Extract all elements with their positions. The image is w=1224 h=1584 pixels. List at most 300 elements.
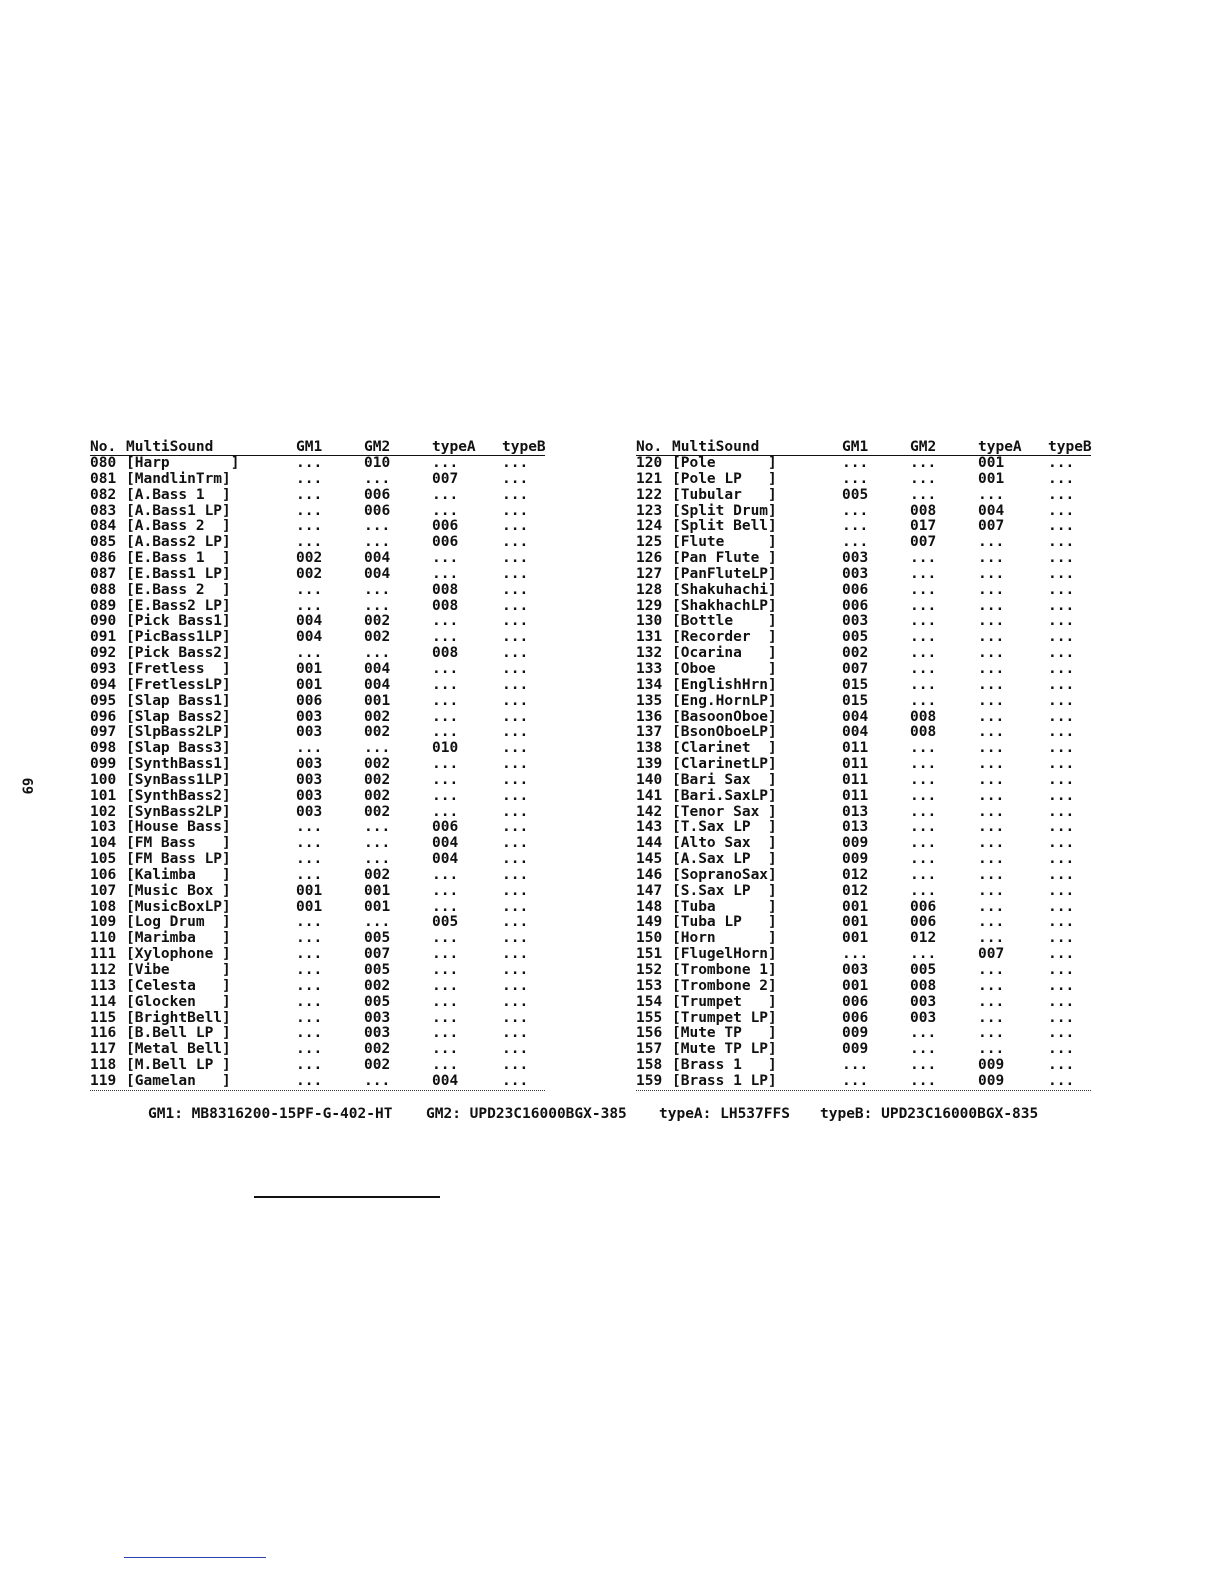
header-no: No. [636,439,663,455]
table-row [90,456,545,472]
cell-multisound: [FM Bass ] [126,835,231,852]
cell-typea: ... [978,756,1005,773]
cell-gm2: 003 [910,1009,937,1026]
cell-multisound: [Gamelan ] [126,1072,231,1089]
cell-multisound: [E.Bass2 LP] [126,597,231,614]
cell-gm2: 002 [364,724,391,741]
cell-no: 148 [636,898,663,915]
cell-multisound: [Pole LP ] [672,470,777,487]
cell-typeb: ... [502,486,529,503]
cell-typea: ... [432,898,459,915]
cell-gm2: 005 [364,930,391,947]
footnote-typeb: typeB: UPD23C16000BGX-835 [820,1106,1039,1122]
cell-typeb: ... [502,470,529,487]
cell-gm2: 003 [910,993,937,1010]
cell-typea: ... [978,835,1005,852]
cell-multisound: [SynBass1LP] [126,771,231,788]
cell-gm2: ... [910,660,937,677]
table-header [90,440,545,456]
cell-gm1: 003 [296,756,323,773]
cell-typea: ... [432,803,459,820]
cell-multisound: [T.Sax LP ] [672,819,777,836]
cell-gm2: ... [364,581,391,598]
cell-typea: ... [432,787,459,804]
cell-typeb: ... [1048,993,1075,1010]
cell-typeb: ... [502,851,529,868]
cell-gm1: ... [842,518,869,535]
table-row [90,694,545,710]
cell-typea: ... [432,866,459,883]
table-row [636,868,1091,884]
cell-multisound: [BrightBell] [126,1009,231,1026]
cell-multisound: [SynBass2LP] [126,803,231,820]
cell-gm1: 003 [842,565,869,582]
cell-gm2: 004 [364,660,391,677]
cell-typeb: ... [502,1025,529,1042]
cell-typea: ... [432,1025,459,1042]
cell-no: 087 [90,565,117,582]
cell-gm2: ... [364,518,391,535]
table-row [90,979,545,995]
cell-no: 139 [636,756,663,773]
table-row [636,836,1091,852]
table-row [90,1074,545,1091]
table-row [90,931,545,947]
cell-gm2: 008 [910,724,937,741]
cell-no: 102 [90,803,117,820]
cell-multisound: [EnglishHrn] [672,676,777,693]
cell-multisound: [SynthBass2] [126,787,231,804]
table-row [636,995,1091,1011]
table-row [90,963,545,979]
cell-gm2: 002 [364,803,391,820]
cell-gm1: ... [296,645,323,662]
cell-typeb: ... [1048,502,1075,519]
cell-gm2: 002 [364,708,391,725]
cell-gm1: ... [842,470,869,487]
cell-multisound: [Slap Bass3] [126,740,231,757]
table-row [90,519,545,535]
cell-gm1: 002 [296,550,323,567]
cell-multisound: [Clarinet ] [672,740,777,757]
right-multisound-table [636,440,1091,1091]
cell-typeb: ... [502,565,529,582]
cell-gm2: 010 [364,455,391,471]
cell-gm1: 001 [842,898,869,915]
cell-multisound: [FretlessLP] [126,676,231,693]
table-row [636,456,1091,472]
table-row [90,551,545,567]
cell-multisound: [Trumpet LP] [672,1009,777,1026]
cell-gm2: ... [910,851,937,868]
table-row [90,472,545,488]
cell-typeb: ... [502,914,529,931]
cell-gm1: ... [296,946,323,963]
cell-typea: 006 [432,534,459,551]
table-row [90,773,545,789]
cell-no: 085 [90,534,117,551]
cell-gm1: 005 [842,629,869,646]
cell-no: 145 [636,851,663,868]
cell-no: 134 [636,676,663,693]
cell-gm1: 006 [842,597,869,614]
cell-gm1: ... [842,534,869,551]
table-row [90,915,545,931]
table-row [90,852,545,868]
table-row [636,488,1091,504]
cell-no: 146 [636,866,663,883]
table-row [90,567,545,583]
cell-no: 143 [636,819,663,836]
cell-gm1: ... [296,930,323,947]
header-gm2: GM2 [910,439,937,455]
cell-gm1: ... [842,502,869,519]
table-row [636,694,1091,710]
cell-typea: 008 [432,645,459,662]
cell-typeb: ... [1048,676,1075,693]
cell-gm1: ... [296,1025,323,1042]
cell-typeb: ... [1048,756,1075,773]
table-row [636,567,1091,583]
cell-typea: ... [432,962,459,978]
table-row [90,820,545,836]
cell-typeb: ... [1048,692,1075,709]
cell-gm2: ... [910,645,937,662]
cell-gm1: 012 [842,866,869,883]
cell-typea: 006 [432,819,459,836]
cell-multisound: [E.Bass 1 ] [126,550,231,567]
cell-typeb: ... [502,866,529,883]
cell-typeb: ... [1048,787,1075,804]
cell-no: 115 [90,1009,117,1026]
cell-gm1: 003 [842,613,869,630]
header-multisound: MultiSound [672,439,760,455]
cell-gm2: ... [910,613,937,630]
bottom-rule [124,1557,266,1558]
cell-gm1: 009 [842,1041,869,1058]
cell-gm1: 001 [842,914,869,931]
cell-no: 158 [636,1057,663,1074]
cell-gm1: ... [296,962,323,978]
cell-typea: ... [432,486,459,503]
cell-typeb: ... [1048,914,1075,931]
cell-multisound: [Alto Sax ] [672,835,777,852]
cell-gm1: 001 [296,898,323,915]
cell-gm1: ... [296,581,323,598]
cell-no: 088 [90,581,117,598]
cell-typea: 001 [978,455,1005,471]
table-row [90,583,545,599]
cell-typeb: ... [502,676,529,693]
cell-typea: ... [978,1025,1005,1042]
cell-no: 120 [636,455,663,471]
cell-gm2: ... [910,946,937,963]
cell-typea: 007 [432,470,459,487]
cell-gm1: 002 [296,565,323,582]
cell-typeb: ... [502,629,529,646]
cell-typeb: ... [1048,660,1075,677]
cell-typea: ... [432,882,459,899]
cell-gm1: ... [296,819,323,836]
table-row [90,710,545,726]
cell-no: 086 [90,550,117,567]
cell-gm2: 003 [364,1009,391,1026]
cell-typeb: ... [502,946,529,963]
cell-typeb: ... [502,518,529,535]
cell-multisound: [FlugelHorn] [672,946,777,963]
right-table-body [636,456,1091,1091]
cell-gm1: ... [296,866,323,883]
cell-multisound: [Music Box ] [126,882,231,899]
table-row [636,757,1091,773]
table-row [636,741,1091,757]
cell-typeb: ... [1048,835,1075,852]
cell-gm2: 005 [364,962,391,978]
cell-multisound: [Log Drum ] [126,914,231,931]
cell-gm2: ... [910,1025,937,1042]
cell-typeb: ... [502,597,529,614]
table-row [636,915,1091,931]
cell-multisound: [Brass 1 LP] [672,1072,777,1089]
table-row [636,947,1091,963]
cell-multisound: [Split Drum] [672,502,777,519]
cell-multisound: [House Bass] [126,819,231,836]
cell-gm2: 002 [364,866,391,883]
cell-gm1: ... [296,993,323,1010]
cell-typeb: ... [502,613,529,630]
cell-typea: ... [432,993,459,1010]
header-gm1: GM1 [842,439,869,455]
cell-multisound: [Mute TP LP] [672,1041,777,1058]
cell-multisound: [Slap Bass2] [126,708,231,725]
cell-typea: ... [978,1041,1005,1058]
cell-multisound: [B.Bell LP ] [126,1025,231,1042]
cell-multisound: [Metal Bell] [126,1041,231,1058]
cell-gm2: ... [910,756,937,773]
cell-gm1: 004 [842,724,869,741]
header-gm1: GM1 [296,439,323,455]
cell-multisound: [E.Bass 2 ] [126,581,231,598]
cell-typeb: ... [1048,803,1075,820]
header-typeb: typeB [1048,439,1092,455]
cell-multisound: [Horn ] [672,930,777,947]
cell-typea: ... [978,803,1005,820]
cell-no: 106 [90,866,117,883]
table-row [90,630,545,646]
cell-no: 109 [90,914,117,931]
cell-gm1: 005 [842,486,869,503]
cell-gm1: ... [842,1072,869,1089]
cell-multisound: [Recorder ] [672,629,777,646]
cell-gm2: 008 [910,977,937,994]
cell-no: 080 [90,455,117,471]
cell-no: 127 [636,565,663,582]
cell-no: 142 [636,803,663,820]
table-header [636,440,1091,456]
cell-typeb: ... [1048,866,1075,883]
cell-gm2: 004 [364,676,391,693]
cell-gm1: ... [296,1009,323,1026]
cell-multisound: [Bottle ] [672,613,777,630]
cell-gm1: 009 [842,1025,869,1042]
cell-typeb: ... [502,740,529,757]
cell-no: 126 [636,550,663,567]
cell-gm2: ... [910,565,937,582]
header-no: No. [90,439,117,455]
cell-typeb: ... [502,803,529,820]
cell-typeb: ... [1048,518,1075,535]
cell-no: 132 [636,645,663,662]
cell-typea: ... [978,1009,1005,1026]
cell-gm2: 001 [364,692,391,709]
cell-multisound: [A.Bass 2 ] [126,518,231,535]
cell-typeb: ... [1048,565,1075,582]
cell-typeb: ... [1048,740,1075,757]
cell-typeb: ... [1048,946,1075,963]
cell-no: 123 [636,502,663,519]
cell-typeb: ... [1048,1025,1075,1042]
cell-typeb: ... [502,550,529,567]
cell-typea: ... [978,914,1005,931]
cell-gm1: 004 [842,708,869,725]
cell-gm1: 001 [842,977,869,994]
cell-typea: ... [978,771,1005,788]
cell-gm2: 002 [364,977,391,994]
cell-typeb: ... [1048,771,1075,788]
cell-typeb: ... [502,898,529,915]
cell-no: 098 [90,740,117,757]
cell-typea: 007 [978,946,1005,963]
cell-gm1: 001 [842,930,869,947]
cell-typea: ... [432,1009,459,1026]
cell-typea: ... [978,724,1005,741]
cell-no: 118 [90,1057,117,1074]
cell-gm2: ... [910,550,937,567]
cell-no: 159 [636,1072,663,1089]
cell-multisound: [A.Bass1 LP] [126,502,231,519]
cell-no: 090 [90,613,117,630]
cell-multisound: [Eng.HornLP] [672,692,777,709]
table-row [636,472,1091,488]
cell-typeb: ... [1048,962,1075,978]
cell-typeb: ... [502,455,529,471]
table-row [636,630,1091,646]
header-typea: typeA [978,439,1022,455]
cell-no: 108 [90,898,117,915]
cell-no: 082 [90,486,117,503]
cell-typeb: ... [502,724,529,741]
cell-gm1: 011 [842,787,869,804]
cell-gm2: 003 [364,1025,391,1042]
cell-typeb: ... [502,787,529,804]
cell-multisound: [SlpBass2LP] [126,724,231,741]
table-row [636,504,1091,520]
cell-gm1: ... [842,1057,869,1074]
cell-gm2: 005 [910,962,937,978]
cell-typeb: ... [1048,470,1075,487]
cell-typea: ... [432,930,459,947]
cell-gm2: ... [364,597,391,614]
cell-multisound: [Split Bell] [672,518,777,535]
table-row [90,678,545,694]
page-number: 69 [18,777,35,795]
cell-gm1: ... [296,470,323,487]
cell-no: 136 [636,708,663,725]
cell-typea: ... [978,708,1005,725]
cell-gm2: ... [364,914,391,931]
cell-multisound: [Fretless ] [126,660,231,677]
cell-typea: ... [432,1041,459,1058]
cell-multisound: [PicBass1LP] [126,629,231,646]
cell-multisound: [Bari.SaxLP] [672,787,777,804]
cell-gm1: 007 [842,660,869,677]
table-row [90,789,545,805]
cell-typea: 009 [978,1057,1005,1074]
table-row [636,551,1091,567]
cell-no: 121 [636,470,663,487]
cell-typeb: ... [502,645,529,662]
cell-typea: ... [978,581,1005,598]
cell-gm1: 004 [296,629,323,646]
cell-gm1: 006 [842,1009,869,1026]
cell-gm1: 001 [296,882,323,899]
cell-gm1: 003 [296,771,323,788]
cell-gm2: 006 [364,486,391,503]
cell-typea: ... [978,597,1005,614]
table-row [90,1011,545,1027]
cell-multisound: [M.Bell LP ] [126,1057,231,1074]
cell-typeb: ... [1048,851,1075,868]
cell-no: 124 [636,518,663,535]
table-row [636,583,1091,599]
cell-typea: ... [432,946,459,963]
cell-gm2: ... [910,692,937,709]
cell-multisound: [Tubular ] [672,486,777,503]
table-row [636,852,1091,868]
cell-multisound: [ShakhachLP] [672,597,777,614]
cell-no: 117 [90,1041,117,1058]
cell-typea: ... [432,565,459,582]
table-row [90,646,545,662]
cell-typea: ... [432,977,459,994]
cell-no: 153 [636,977,663,994]
cell-gm2: ... [364,835,391,852]
table-row [636,646,1091,662]
cell-typeb: ... [502,882,529,899]
cell-gm2: ... [364,740,391,757]
table-row [90,805,545,821]
cell-typea: ... [978,692,1005,709]
cell-gm2: ... [910,882,937,899]
cell-typeb: ... [1048,581,1075,598]
cell-multisound: [MusicBoxLP] [126,898,231,915]
cell-gm1: 004 [296,613,323,630]
cell-typea: ... [432,708,459,725]
cell-gm1: 006 [296,692,323,709]
cell-typea: 008 [432,581,459,598]
cell-typea: ... [978,565,1005,582]
cell-multisound: [Kalimba ] [126,866,231,883]
cell-typea: 010 [432,740,459,757]
cell-typea: ... [432,502,459,519]
table-row [636,979,1091,995]
cell-multisound: [BsonOboeLP] [672,724,777,741]
cell-typea: ... [978,740,1005,757]
cell-multisound: [A.Bass2 LP] [126,534,231,551]
table-row [636,1074,1091,1091]
cell-typeb: ... [502,962,529,978]
cell-gm1: 011 [842,740,869,757]
